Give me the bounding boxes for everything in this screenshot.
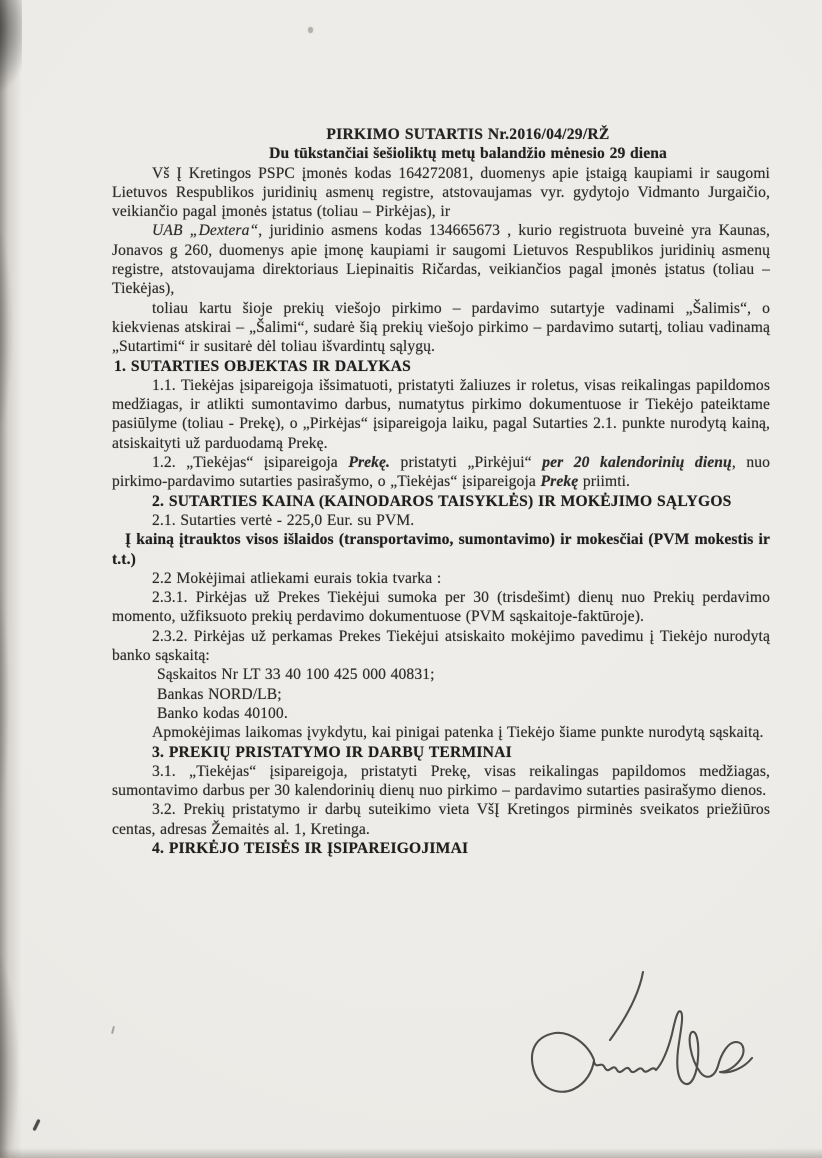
intro-paragraph-supplier: UAB „Dextera“, juridinio asmens kodas 134665673 , kurio registruota buveinė yra Kaunas, Jonavos g 260, duomenys apie įmonę kaupiami ir saugomi Lietuvos Respublikos juridinių asmenų registre, atstovaujama direktoriaus Liepinaitis Ričardas, veikiančios pagal įmonės įstatus (toliau – Tiekėjas), (112, 222, 770, 298)
section-3-heading: 3. PREKIŲ PRISTATYMO IR DARBŲ TERMINAI (152, 743, 512, 761)
clause-2-1: 2.1. Sutarties vertė - 225,0 Eur. su PVM. (152, 511, 415, 529)
clause-3-2: 3.2. Prekių pristatymo ir darbų suteikimo vieta VšĮ Kretingos pirminės sveikatos priežiūros centas, adresas Žemaitės al. 1, Kretinga. (112, 801, 770, 838)
signature-handwriting (500, 950, 790, 1120)
clause-2-2: 2.2 Mokėjimai atliekami eurais tokia tvarka : (152, 569, 442, 587)
clause-1-1: 1.1. Tiekėjas įsipareigoja išsimatuoti, pristatyti žaliuzes ir roletus, visas reikalingas papildomos medžiagas, ir atlikti sumontavimo darbus, numatytus pirkimo dokumentuose ir Tiekėjo pateiktame pasiūlyme (toliau - Prekę), o „Pirkėjas“ įsipareigoja laiku, pagal Sutarties 2.1. punkte nurodytą kainą, atsiskaityti už parduodamą Prekę. (112, 376, 770, 452)
contract-title: PIRKIMO SUTARTIS Nr.2016/04/29/RŽ (326, 126, 610, 143)
scan-speck-top (308, 27, 313, 33)
bank-account-number-line: Sąskaitos Nr LT 33 40 100 425 000 40831; (157, 666, 435, 684)
clause-payment-completion: Apmokėjimas laikomas įvykdytu, kai pinigai patenka į Tiekėjo šiame punkte nurodytą sąskaitą. (152, 724, 764, 742)
section-1-heading: 1. SUTARTIES OBJEKTAS IR DALYKAS (114, 357, 412, 375)
clause-costs-included: Į kainą įtrauktos visos išlaidos (transportavimo, sumontavimo) ir mokesčiai (PVM mokestis ir t.t.) (112, 531, 770, 568)
clause-2-3-2: 2.3.2. Pirkėjas už perkamas Prekes Tiekėjui atsiskaito mokėjimo pavedimu į Tiekėjo nurodytą banko sąskaitą: (112, 627, 770, 665)
bank-name-line: Bankas NORD/LB; (157, 685, 282, 703)
section-2-heading: 2. SUTARTIES KAINA (KAINODAROS TAISYKLĖS) IR MOKĖJIMO SĄLYGOS (152, 492, 732, 510)
bank-code-line: Banko kodas 40100. (157, 704, 288, 722)
contract-date-line: Du tūkstančiai šešioliktų metų balandžio mėnesio 29 diena (269, 145, 667, 163)
clause-2-3-1: 2.3.1. Pirkėjas už Prekes Tiekėjui sumoka per 30 (trisdešimt) dienų nuo Prekių perdavimo momento, užfiksuoto prekių perdavimo dokumentuose (PVM sąskaitoje-faktūroje). (112, 589, 770, 626)
intro-paragraph-parties: toliau kartu šioje prekių viešojo pirkimo – pardavimo sutartyje vadinami „Šalimis“, o kiekvienas atskirai – „Šalimi“, sudarė šią prekių viešojo pirkimo – pardavimo sutartį, toliau vadinamą „Sutartimi“ ir susitarė dėl toliau išvardintų sąlygų. (112, 299, 770, 356)
section-4-heading: 4. PIRKĖJO TEISĖS IR ĮSIPAREIGOJIMAI (152, 839, 469, 857)
intro-paragraph-buyer: Vš Į Kretingos PSPC įmonės kodas 164272081, duomenys apie įstaigą kaupiami ir saugomi Lietuvos Respublikos juridinių asmenų registre, atstovaujamas vyr. gydytojo Vidmanto Jurgaičio, veikiančio pagal įmonės įstatus (toliau – Pirkėjas), ir (112, 164, 770, 221)
clause-3-1: 3.1. „Tiekėjas“ įsipareigoja, pristatyti Prekę, visas reikalingas papildomos medžiagas, sumontavimo darbus per 30 kalendorinių dienų nuo pirkimo – pardavimo sutarties pasirašymo dienos. (112, 762, 770, 800)
clause-1-2: 1.2. „Tiekėjas“ įsipareigoja Prekę. pristatyti „Pirkėjui“ per 20 kalendorinių dienų, nuo pirkimo-pardavimo sutarties pasirašymo, o „Tiekėjas“ įsipareigoja Prekę priimti. (112, 454, 771, 491)
